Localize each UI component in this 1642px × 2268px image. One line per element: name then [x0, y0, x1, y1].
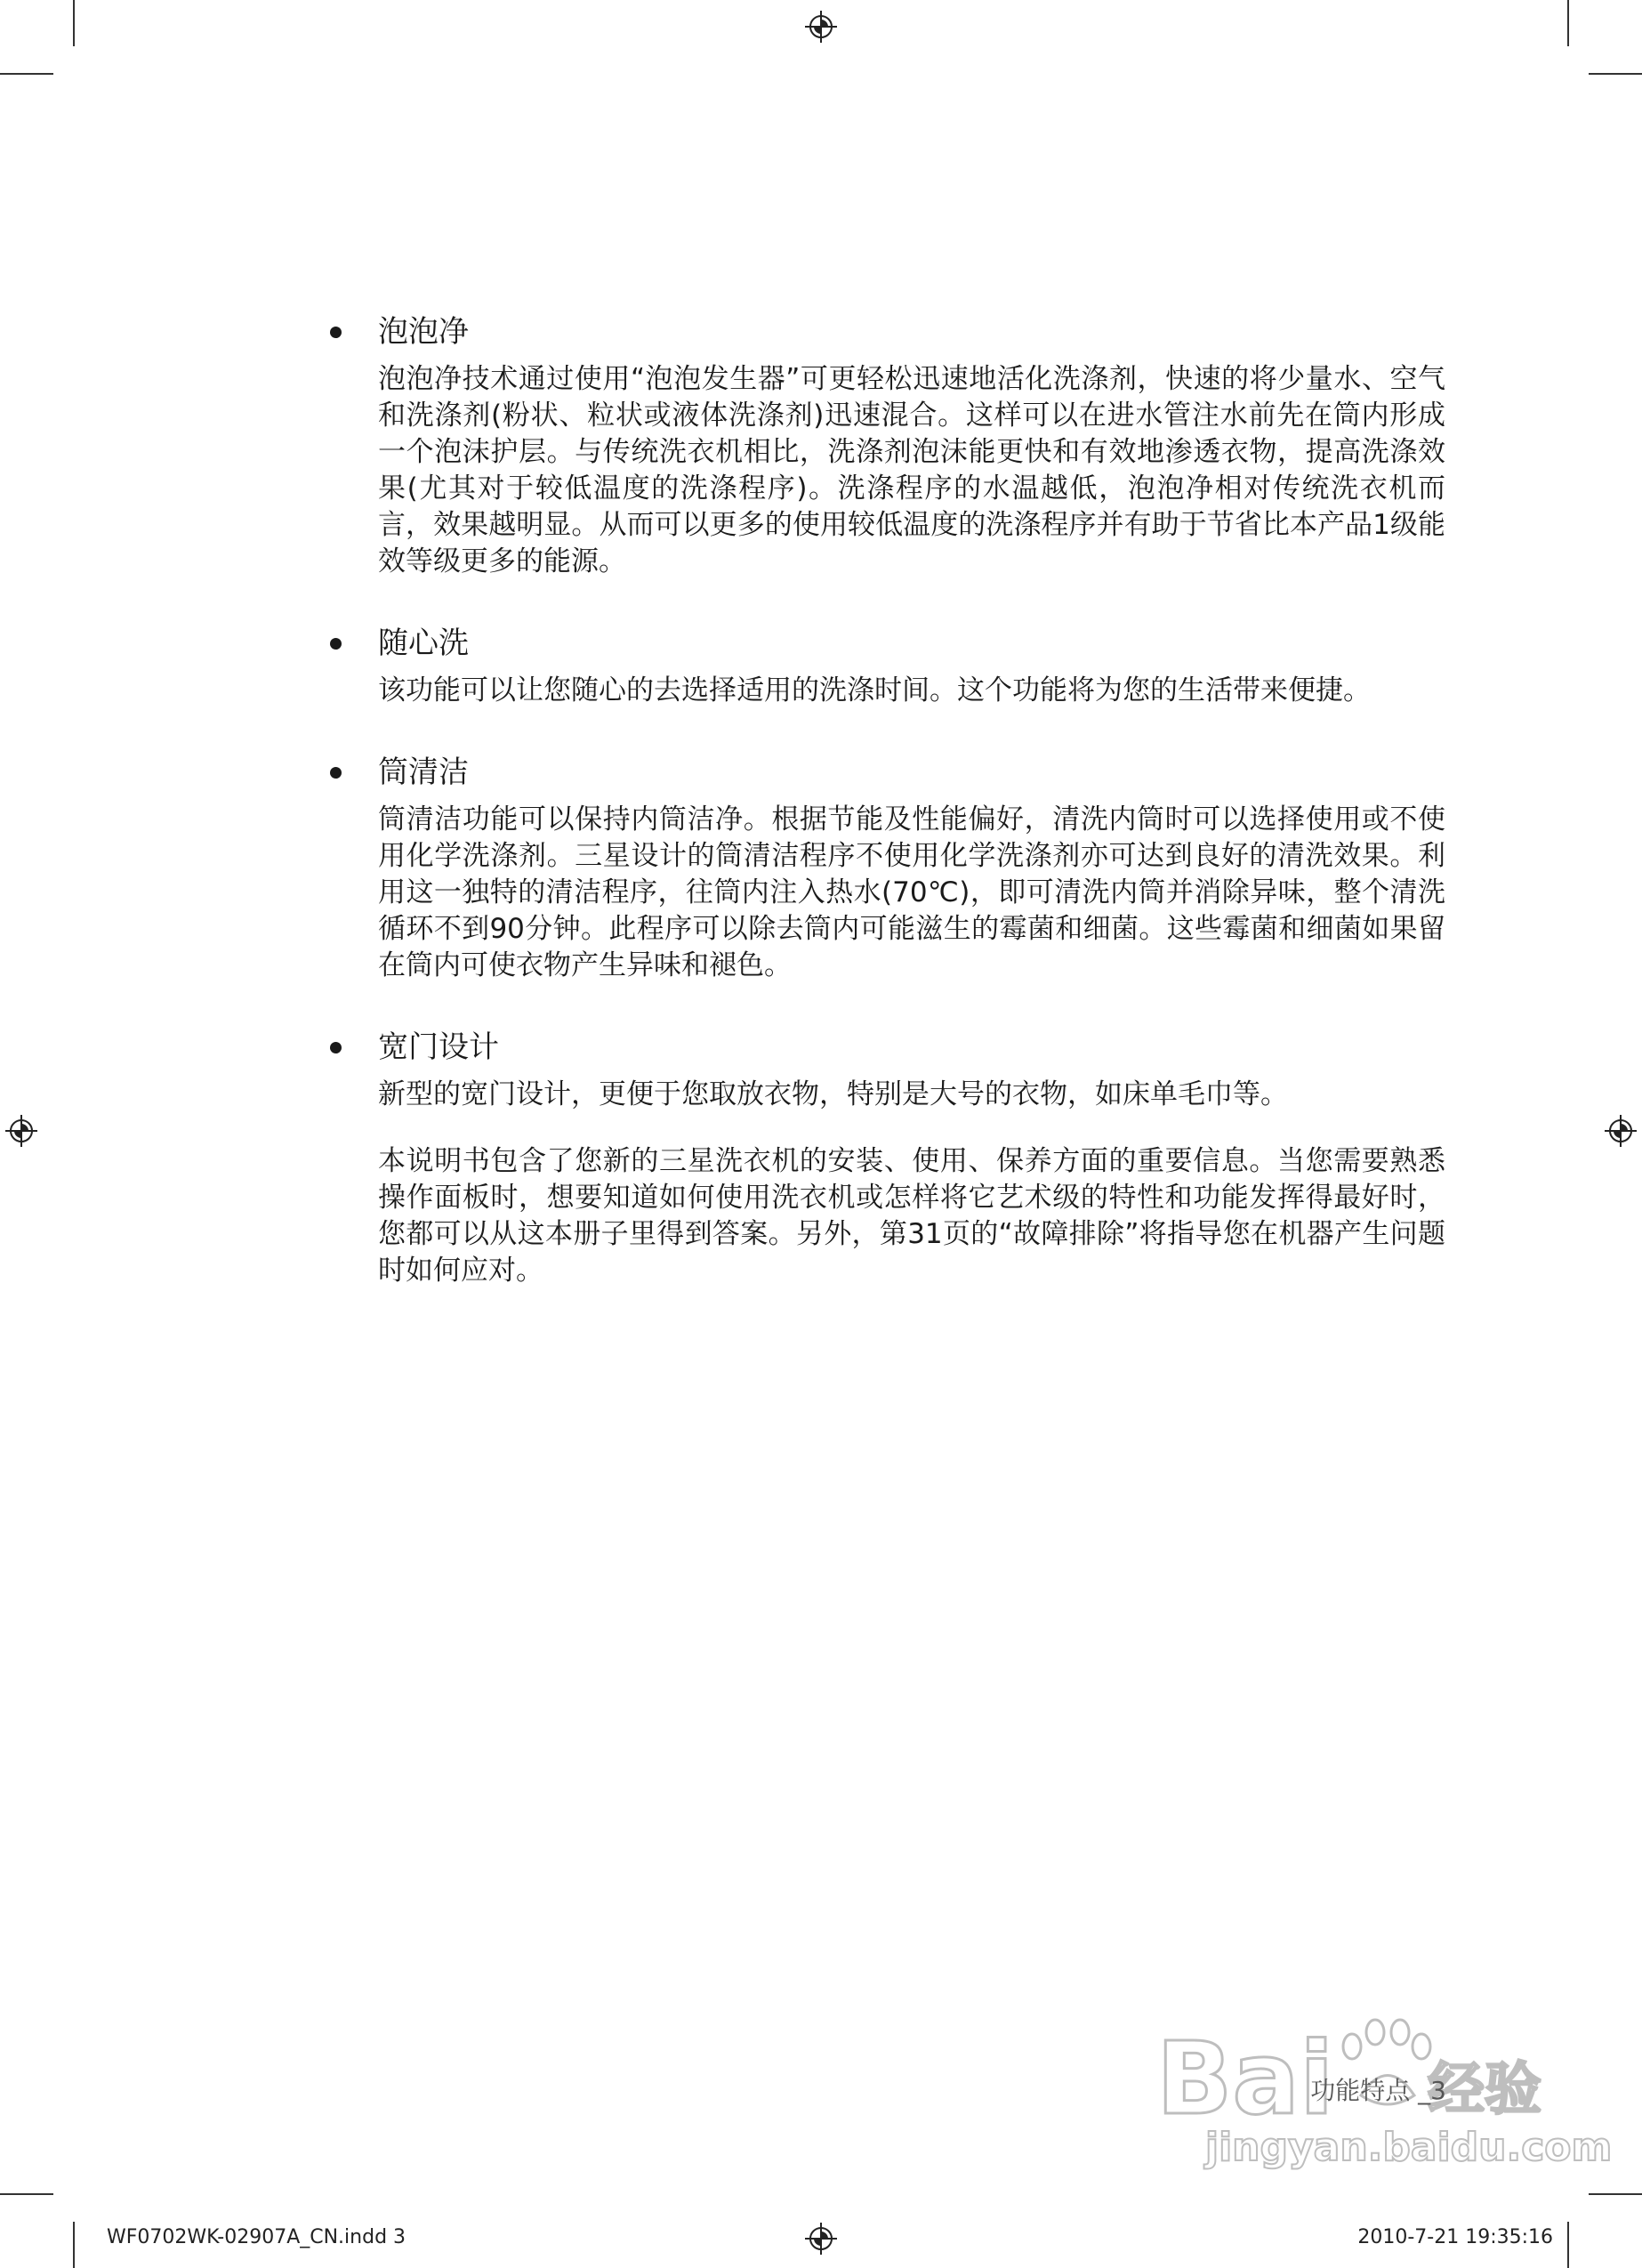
feature-section — [316, 623, 1445, 709]
crop-mark — [1567, 2222, 1569, 2268]
crop-mark — [73, 0, 75, 46]
registration-mark-icon — [5, 1115, 37, 1147]
feature-body: 该功能可以让您随心的去选择适用的洗涤时间。这个功能将为您的生活带来便捷。 — [378, 674, 1371, 706]
registration-mark-icon — [805, 2223, 837, 2255]
feature-title-text: 泡泡净 — [378, 314, 469, 350]
registration-mark-icon — [805, 11, 837, 43]
watermark-url: jingyan.baidu.com — [1205, 2125, 1613, 2170]
main-content — [316, 311, 1445, 1289]
feature-body: 新型的宽门设计，更便于您取放衣物，特别是大号的衣物，如床单毛巾等。 — [378, 1078, 1288, 1110]
bullet-icon — [330, 1042, 342, 1053]
feature-title — [316, 1027, 1445, 1068]
feature-body: 泡泡净技术通过使用“泡泡发生器”可更轻松迅速地活化洗涤剂，快速的将少量水、空气和洗涤剂(粉状、粒状或液体洗涤剂)迅速混合。这样可以在进水管注水前先在筒内形成一个泡沫护层。与传统洗衣机相比，洗涤剂泡沫能更快和有效地渗透衣物，提高洗涤效果(尤其对于较低温度的洗涤程序)。洗涤程序的水温越低，泡泡净相对传统洗衣机而言，效果越明显。从而可以更多的使用较低温度的洗涤程序并有助于节省比本产品1级能效等级更多的能源。 — [378, 363, 1445, 577]
crop-mark — [1589, 2193, 1642, 2195]
crop-mark — [1589, 73, 1642, 75]
feature-section — [316, 311, 1445, 580]
feature-title — [316, 311, 1445, 352]
bullet-icon — [330, 767, 342, 779]
footer-timestamp: 2010-7-21 19:35:16 — [1357, 2226, 1553, 2248]
crop-mark — [0, 2193, 53, 2195]
page-label: 功能特点 _3 — [1310, 2076, 1446, 2105]
bullet-icon — [330, 327, 342, 338]
watermark-suffix: 经验 — [1428, 2057, 1541, 2123]
feature-section — [316, 752, 1445, 984]
bullet-icon — [330, 638, 342, 650]
registration-mark-icon — [1605, 1115, 1637, 1147]
feature-title-text: 随心洗 — [378, 626, 469, 661]
intro-paragraph: 本说明书包含了您新的三星洗衣机的安装、使用、保养方面的重要信息。当您需要熟悉操作面板时，想要知道如何使用洗衣机或怎样将它艺术级的特性和功能发挥得最好时，您都可以从这本册子里得到答案。另外，第31页的“故障排除”将指导您在机器产生问题时如何应对。 — [378, 1145, 1445, 1287]
feature-body: 筒清洁功能可以保持内筒洁净。根据节能及性能偏好，清洗内筒时可以选择使用或不使用化学洗涤剂。三星设计的筒清洁程序不使用化学洗涤剂亦可达到良好的清洗效果。利用这一独特的清洁程序，往筒内注入热水(70℃)，即可清洗内筒并消除异味，整个清洗循环不到90分钟。此程序可以除去筒内可能滋生的霉菌和细菌。这些霉菌和细菌如果留在筒内可使衣物产生异味和褪色。 — [378, 803, 1445, 981]
watermark-main: Bai — [1156, 2022, 1334, 2137]
crop-mark — [1567, 0, 1569, 46]
crop-mark — [73, 2222, 75, 2268]
crop-mark — [0, 73, 53, 75]
feature-title-text: 宽门设计 — [378, 1029, 499, 1065]
feature-title — [316, 752, 1445, 793]
feature-title-text: 筒清洁 — [378, 755, 469, 790]
footer-filename: WF0702WK-02907A_CN.indd 3 — [107, 2226, 406, 2248]
feature-section — [316, 1027, 1445, 1113]
feature-title — [316, 623, 1445, 664]
